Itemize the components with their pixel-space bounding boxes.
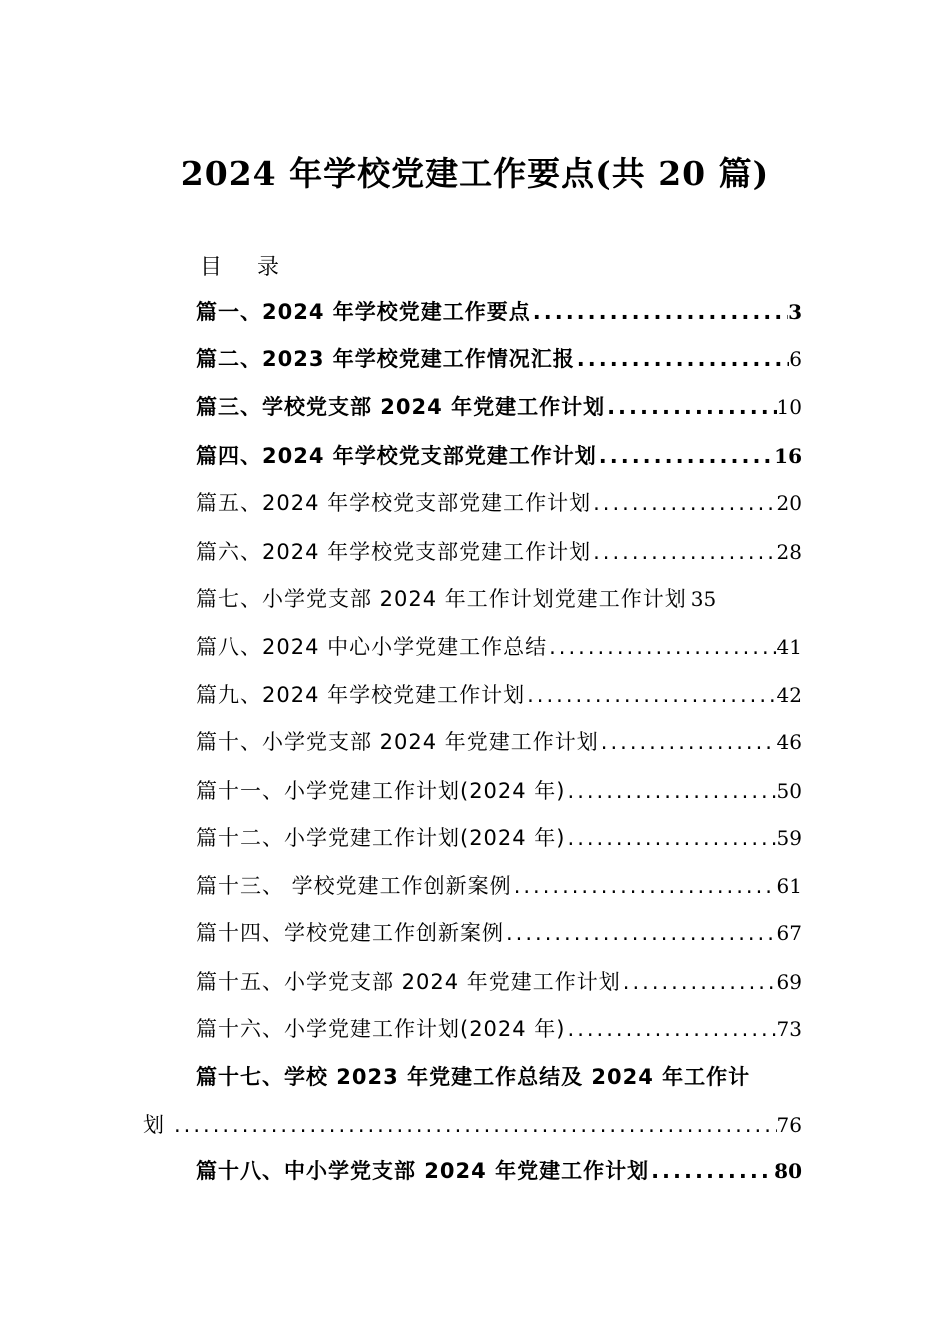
toc-entry-label: 篇十六、小学党建工作计划(2024 年) — [196, 1017, 566, 1041]
toc-entry[interactable] — [196, 680, 802, 710]
dot-leader — [591, 488, 776, 518]
toc-entry-label-cont: 划 — [143, 1113, 164, 1137]
toc-entry-label: 篇十二、小学党建工作计划(2024 年) — [196, 826, 566, 850]
toc-entry-page: 10 — [776, 395, 802, 419]
toc-entry-label: 篇十一、小学党建工作计划(2024 年) — [196, 779, 566, 803]
toc-entry-label: 篇二、2023 年学校党建工作情况汇报 — [196, 347, 575, 371]
toc-entry-label: 篇十、小学党支部 2024 年党建工作计划 — [196, 730, 599, 754]
toc-entry-page: 67 — [776, 921, 802, 945]
toc-entry-page: 61 — [776, 874, 802, 898]
toc-entry[interactable] — [196, 441, 802, 471]
dot-leader — [566, 1014, 777, 1044]
dot-leader — [512, 871, 777, 901]
dot-leader — [605, 392, 776, 422]
document-title: 2024 年学校党建工作要点(共 20 篇) — [180, 154, 770, 193]
toc-entry-label: 篇八、2024 中心小学党建工作总结 — [196, 635, 548, 659]
toc-entry-page: 80 — [774, 1159, 802, 1183]
dot-leader — [531, 297, 788, 327]
toc-entry[interactable] — [196, 537, 802, 567]
toc-entry-label: 篇三、学校党支部 2024 年党建工作计划 — [196, 395, 606, 419]
toc-entry[interactable] — [196, 823, 802, 853]
toc-entry-page: 6 — [789, 347, 802, 371]
toc-entry[interactable] — [196, 1156, 802, 1186]
toc-entry-label: 篇六、2024 年学校党支部党建工作计划 — [196, 540, 592, 564]
toc-entry-page: 20 — [776, 491, 802, 515]
toc-entry-label: 篇十三、 学校党建工作创新案例 — [196, 874, 512, 898]
toc-entry[interactable] — [196, 776, 802, 806]
toc-entry-page: 16 — [774, 444, 802, 468]
toc-entry-label: 篇一、2024 年学校党建工作要点 — [196, 300, 531, 324]
dot-leader — [164, 1110, 777, 1140]
toc-entry-page: 50 — [776, 779, 802, 803]
dot-leader — [547, 632, 776, 662]
toc-entry-page: 73 — [776, 1017, 802, 1041]
toc-entry-label: 篇十五、小学党支部 2024 年党建工作计划 — [196, 970, 621, 994]
dot-leader — [566, 823, 777, 853]
toc-entry[interactable] — [196, 632, 802, 662]
toc-entry-page: 69 — [776, 970, 802, 994]
toc-entry[interactable] — [196, 871, 802, 901]
toc-entry[interactable] — [196, 488, 802, 518]
toc-entry[interactable] — [196, 392, 802, 422]
dot-leader — [504, 918, 777, 948]
toc-entry[interactable] — [196, 1014, 802, 1044]
toc-entry[interactable] — [196, 297, 802, 327]
dot-leader — [575, 344, 790, 374]
toc-entry-page: 76 — [776, 1113, 802, 1137]
toc-entry-page: 46 — [776, 730, 802, 754]
toc-entry[interactable] — [196, 344, 802, 374]
toc-entry-page: 59 — [776, 826, 802, 850]
toc-entry-label: 篇九、2024 年学校党建工作计划 — [196, 683, 526, 707]
dot-leader — [525, 680, 776, 710]
toc-entry-continuation[interactable] — [143, 1110, 802, 1140]
dot-leader — [621, 967, 777, 997]
toc-entry[interactable] — [196, 967, 802, 997]
toc-entry-page: 42 — [776, 683, 802, 707]
toc-entry-page: 35 — [690, 587, 717, 611]
toc-entry-page: 28 — [776, 540, 802, 564]
toc-heading: 目 录 — [200, 255, 293, 280]
dot-leader — [649, 1156, 774, 1186]
toc-entry[interactable] — [196, 918, 802, 948]
toc-entry-page: 3 — [788, 300, 802, 324]
toc-entry-label: 篇五、2024 年学校党支部党建工作计划 — [196, 491, 592, 515]
toc-entry-label: 篇十八、中小学党支部 2024 年党建工作计划 — [196, 1159, 650, 1183]
dot-leader — [566, 776, 777, 806]
toc-entry-page: 41 — [776, 635, 802, 659]
dot-leader — [599, 727, 777, 757]
toc-entry[interactable] — [196, 584, 802, 614]
dot-leader — [591, 537, 776, 567]
toc-entry-wrapped[interactable]: 篇十七、学校 2023 年党建工作总结及 2024 年工作计 — [196, 1065, 751, 1089]
toc-entry[interactable] — [196, 727, 802, 757]
toc-entry-label: 篇十四、学校党建工作创新案例 — [196, 921, 504, 945]
toc-entry-label: 篇四、2024 年学校党支部党建工作计划 — [196, 444, 597, 468]
dot-leader — [597, 441, 774, 471]
toc-entry-label: 篇七、小学党支部 2024 年工作计划党建工作计划 — [196, 587, 687, 611]
